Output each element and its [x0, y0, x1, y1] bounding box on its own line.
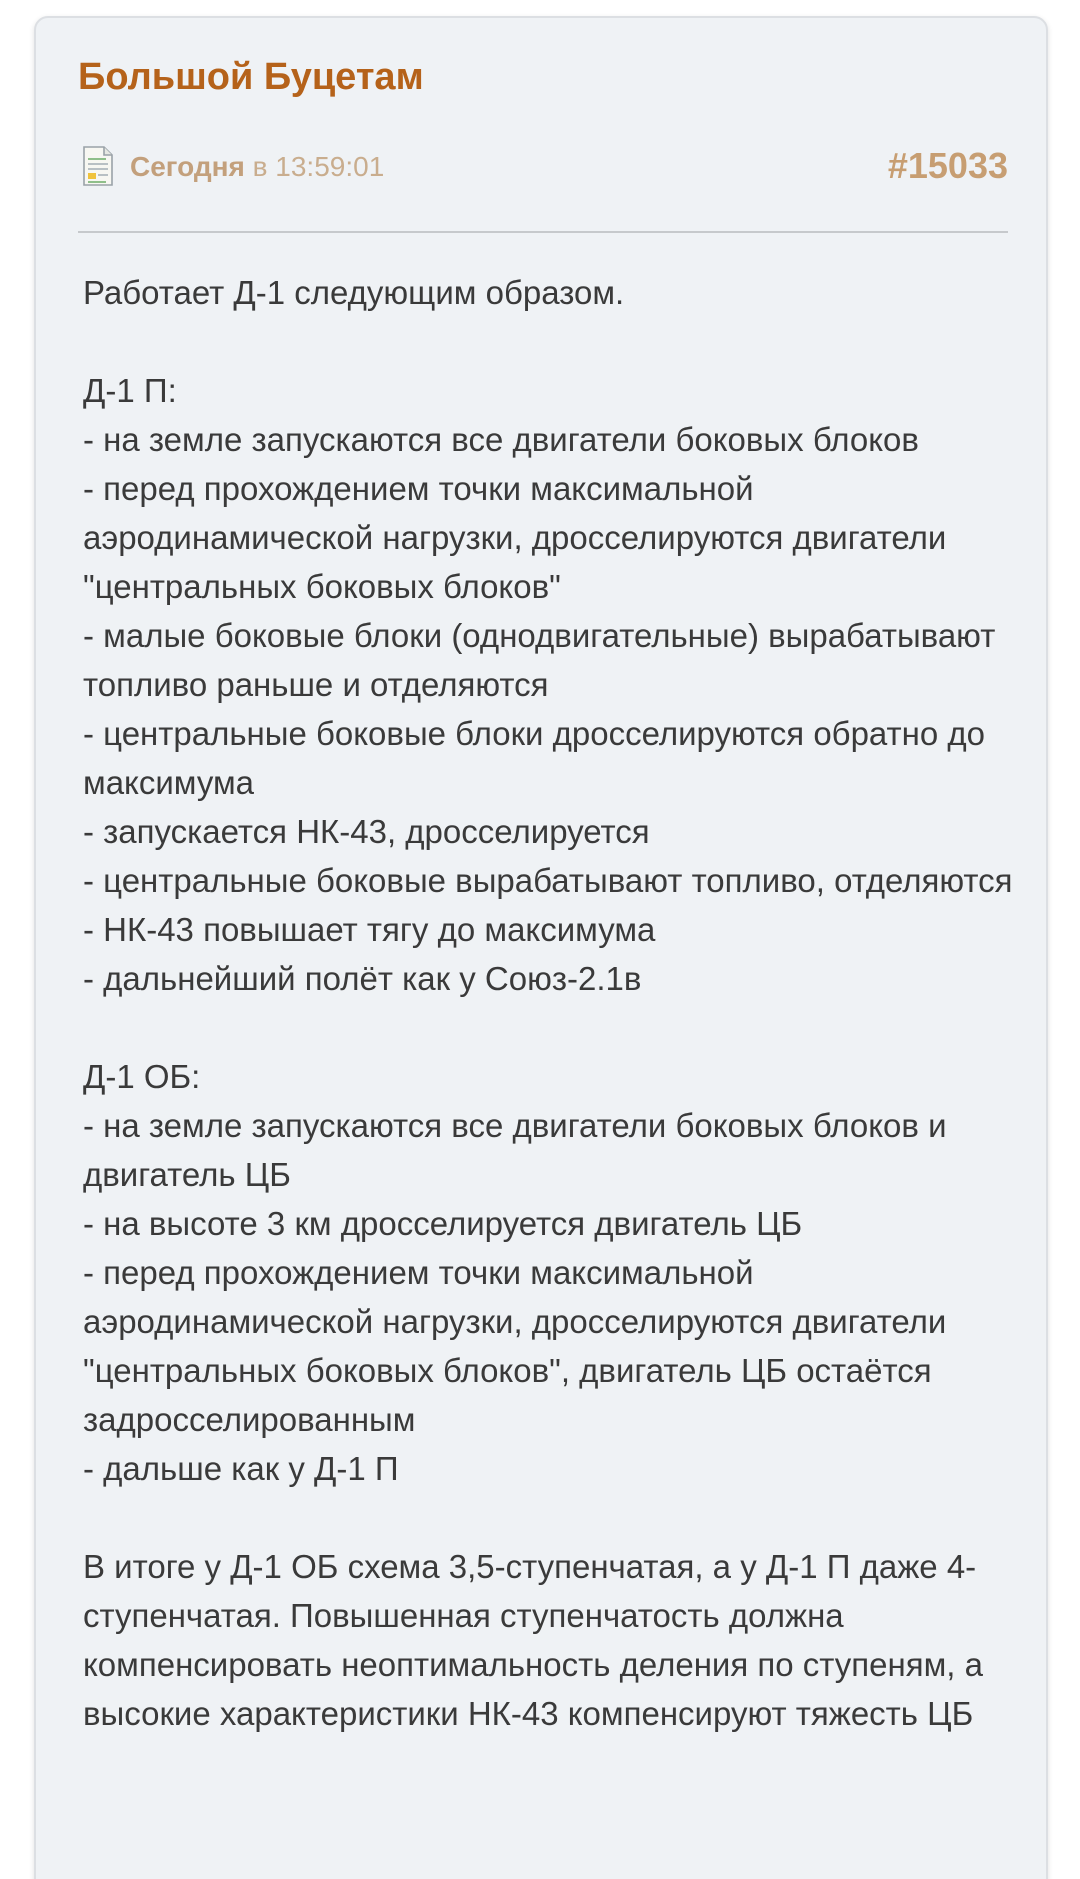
- body-line: - НК-43 повышает тягу до максимума: [83, 911, 656, 948]
- forum-post-card: [34, 16, 1048, 1879]
- body-line: - запускается НК-43, дросселируется: [83, 813, 650, 850]
- body-line: Д-1 П:: [83, 372, 177, 409]
- post-paragraph-intro: [83, 268, 1018, 317]
- post-paragraph-summary: [83, 1542, 1018, 1738]
- document-icon: [78, 144, 118, 188]
- body-line: - перед прохождением точки максимальной аэродинамической нагрузки, дросселируются двигатели "центральных боковых блоков": [83, 470, 956, 605]
- body-line: - дальше как у Д-1 П: [83, 1450, 399, 1487]
- post-date: [130, 150, 384, 184]
- body-line: - перед прохождением точки максимальной аэродинамической нагрузки, дросселируются двигатели "центральных боковых блоков", двигатель ЦБ остаётся задросселированным: [83, 1254, 956, 1438]
- header-divider: [78, 231, 1008, 233]
- post-paragraph-d1ob: [83, 1052, 1018, 1493]
- body-line: - центральные боковые блоки дросселируются обратно до максимума: [83, 715, 995, 801]
- post-date-time: в 13:59:01: [244, 151, 385, 182]
- post-paragraph-d1p: [83, 366, 1018, 1003]
- body-line: - дальнейший полёт как у Союз-2.1в: [83, 960, 642, 997]
- body-line: - на земле запускаются все двигатели боковых блоков и двигатель ЦБ: [83, 1107, 956, 1193]
- post-meta: [78, 144, 1008, 188]
- body-line: - на высоте 3 км дросселируется двигатель ЦБ: [83, 1205, 803, 1242]
- post-author[interactable]: Большой Буцетам: [78, 56, 424, 98]
- body-line: Д-1 ОБ:: [83, 1058, 201, 1095]
- body-line: В итоге у Д-1 ОБ схема 3,5-ступенчатая, а у Д-1 П даже 4-ступенчатая. Повышенная ступенчатость должна компенсировать неоптимальность деления по ступеням, а высокие характеристики НК-43 компенсируют тяжесть ЦБ: [83, 1548, 993, 1732]
- body-line: - малые боковые блоки (однодвигательные) вырабатывают топливо раньше и отделяются: [83, 617, 1005, 703]
- post-body: [83, 268, 1018, 1787]
- post-date-day: Сегодня: [130, 151, 245, 182]
- body-line: - на земле запускаются все двигатели боковых блоков: [83, 421, 919, 458]
- post-number-link[interactable]: #15033: [887, 145, 1008, 186]
- body-line: Работает Д-1 следующим образом.: [83, 274, 625, 311]
- body-line: - центральные боковые вырабатывают топливо, отделяются: [83, 862, 1013, 899]
